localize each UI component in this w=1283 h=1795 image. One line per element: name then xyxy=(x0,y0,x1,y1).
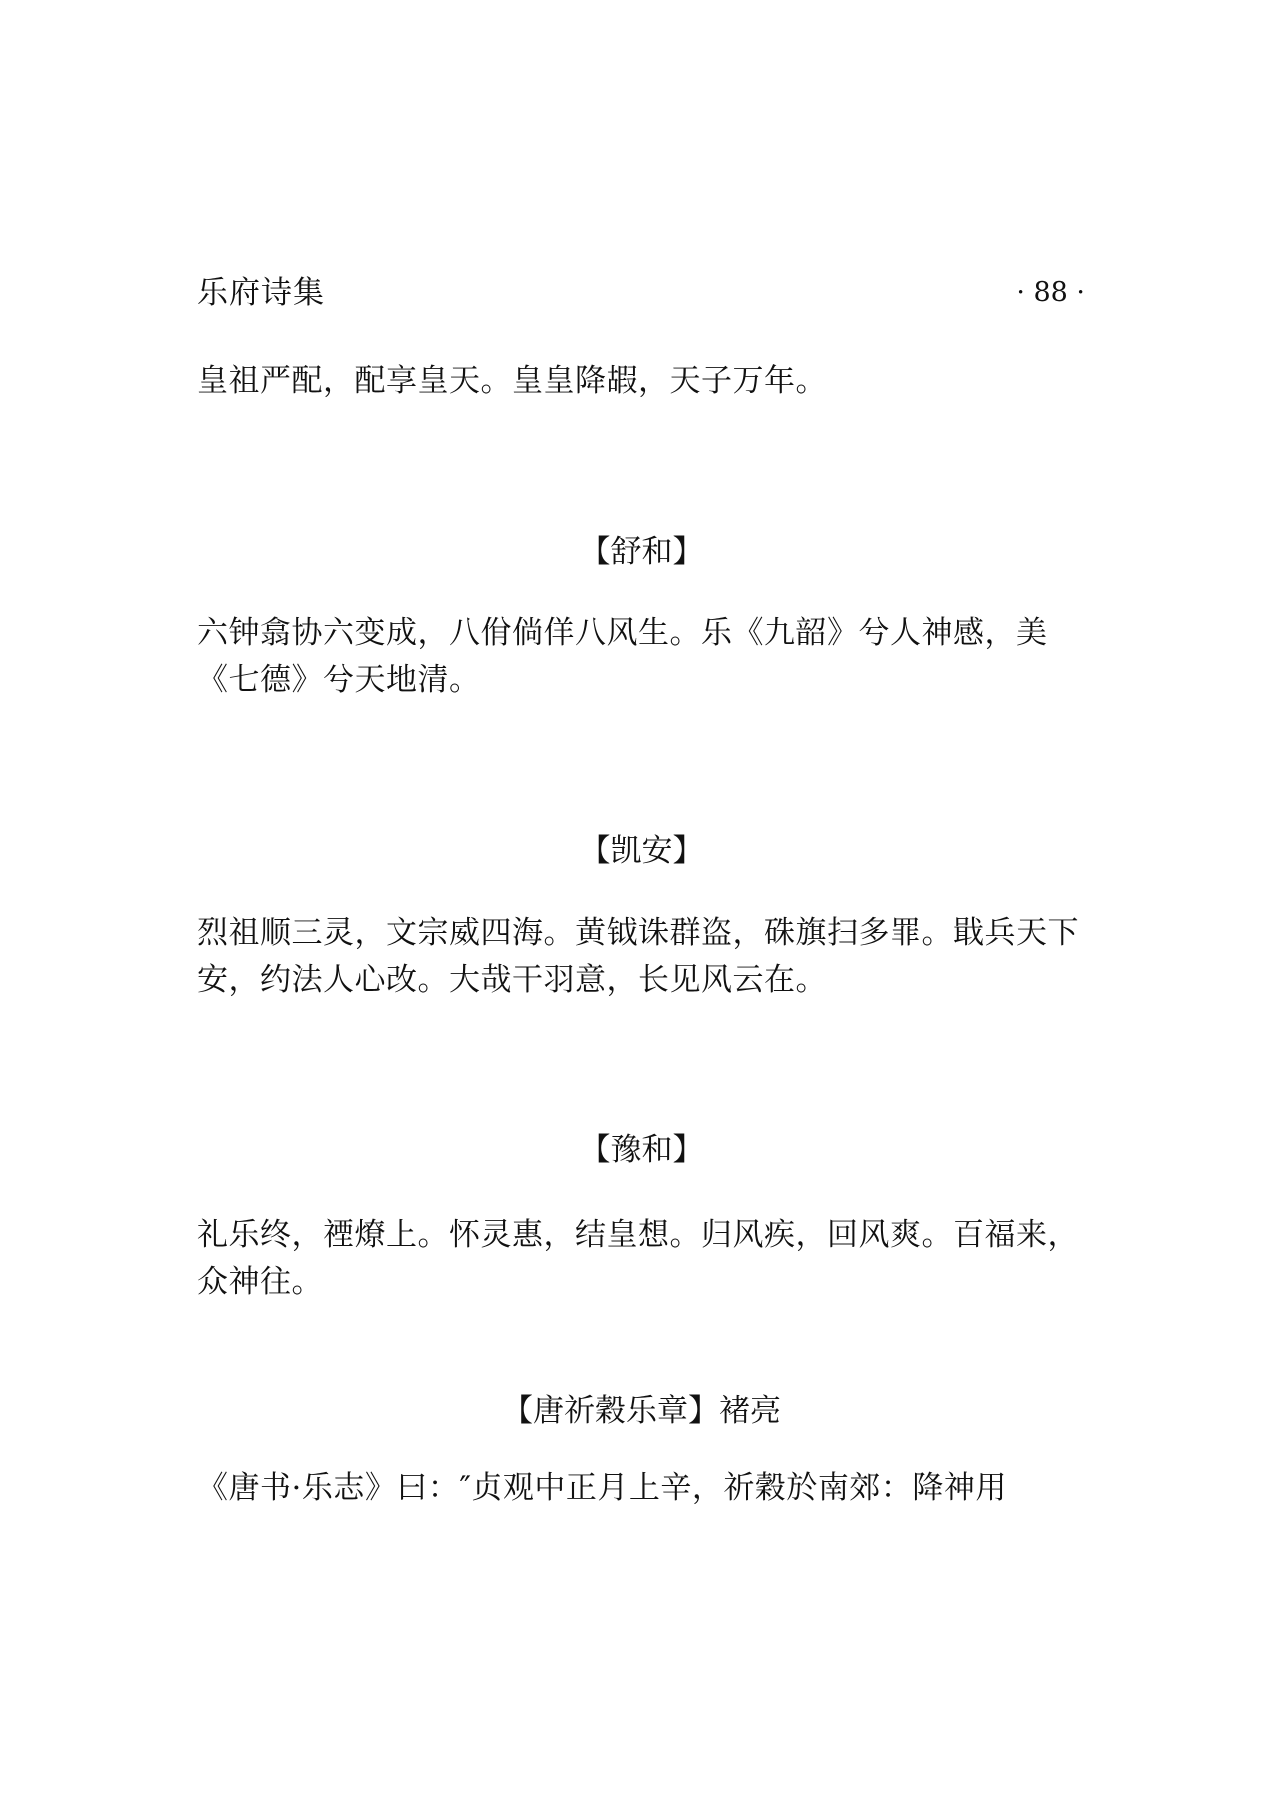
section-heading: 【凯安】 xyxy=(579,833,704,869)
paragraph-verse: 烈祖顺三灵，文宗威四海。黄钺诛群盗，硃旗扫多罪。戢兵天下安，约法人心改。大哉干羽意，长见风云在。 xyxy=(197,915,1079,998)
author-name: 褚亮 xyxy=(719,1393,781,1429)
paragraph-preface: 《唐书·乐志》曰：″贞观中正月上辛，祈穀於南郊：降神用 xyxy=(197,1470,1007,1506)
paragraph-verse: 礼乐终，禋燎上。怀灵惠，结皇想。归风疾，回风爽。百福来，众神往。 xyxy=(197,1217,1079,1300)
section-heading: 【舒和】 xyxy=(579,534,704,570)
page-header xyxy=(197,268,1085,318)
book-title: 乐府诗集 xyxy=(197,275,325,311)
page-number: · 88 · xyxy=(1016,277,1085,308)
section-heading-with-author xyxy=(0,1386,1283,1436)
section-heading: 【豫和】 xyxy=(579,1132,704,1168)
section-title: 【唐祈穀乐章】 xyxy=(502,1393,719,1429)
paragraph-verse: 六钟翕协六变成，八佾倘佯八风生。乐《九韶》兮人神感，美《七德》兮天地清。 xyxy=(197,615,1048,698)
paragraph-verse: 皇祖严配，配享皇天。皇皇降嘏，天子万年。 xyxy=(197,363,827,399)
